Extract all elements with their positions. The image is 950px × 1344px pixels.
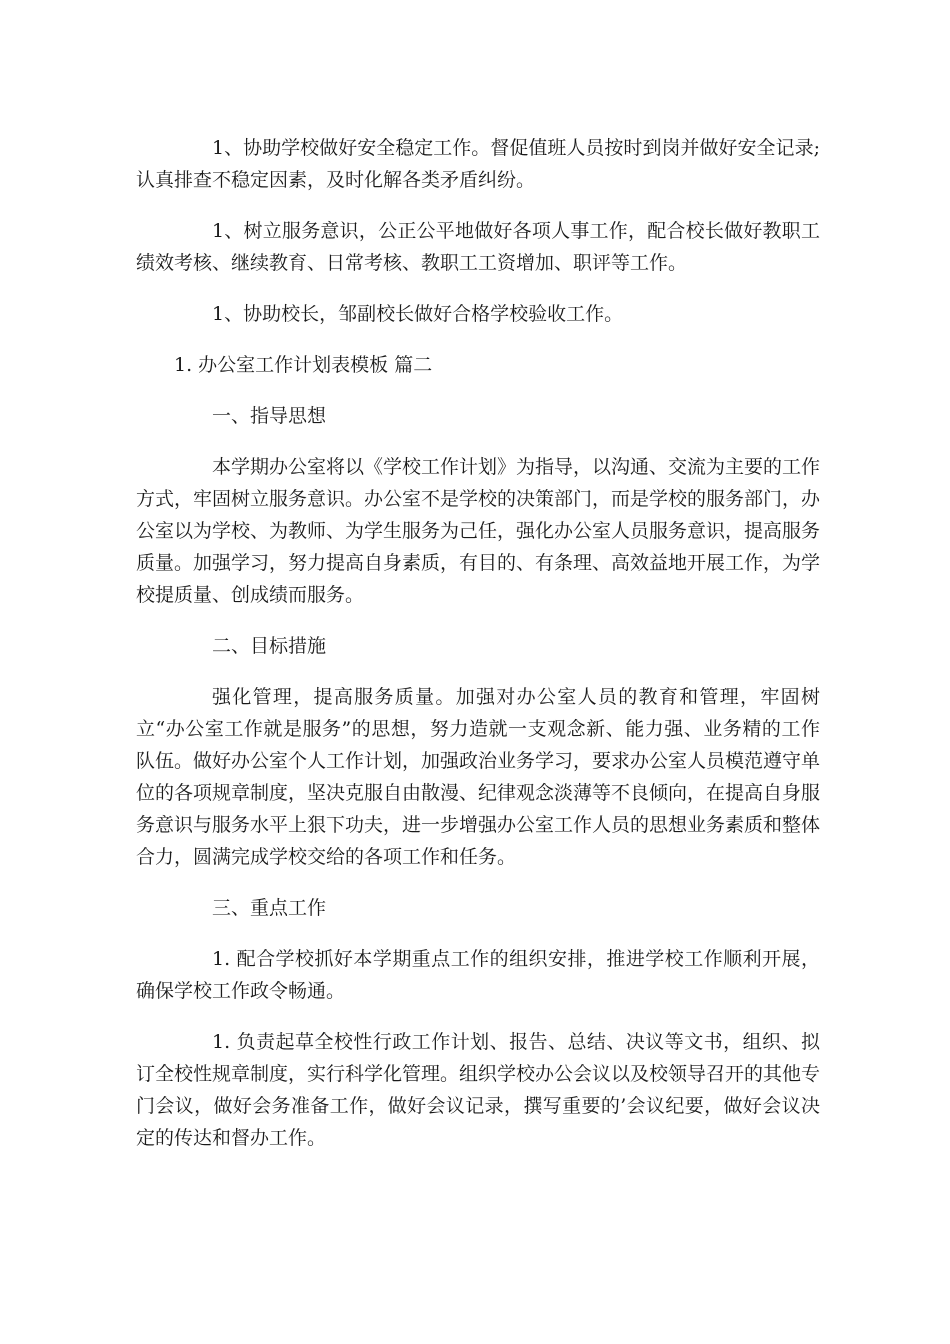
paragraph-acceptance: 1、协助校长，邹副校长做好合格学校验收工作。 xyxy=(212,303,624,325)
paragraph-gap xyxy=(136,279,820,298)
heading-goal-measures: 二、目标措施 xyxy=(212,635,327,657)
heading-key-work: 三、重点工作 xyxy=(212,897,327,919)
heading-guiding-ideology: 一、指导思想 xyxy=(212,405,327,427)
paragraph-gap xyxy=(136,432,820,451)
paragraph-gap xyxy=(136,196,820,215)
paragraph-key-work-2: 1. 负责起草全校性行政工作计划、报告、总结、决议等文书，组织、拟订全校性规章制度，实行科学化管理。组织学校办公会议以及校领导召开的其他专门会议，做好会务准备工作，做好会议记录，撰写重要的’会议纪要，做好会议决定的传达和督办工作。 xyxy=(136,1031,821,1149)
paragraph-gap xyxy=(136,330,820,349)
paragraph-gap xyxy=(136,873,820,892)
paragraph-safety: 1、协助学校做好安全稳定工作。督促值班人员按时到岗并做好安全记录;认真排查不稳定因素，及时化解各类矛盾纠纷。 xyxy=(136,137,820,191)
paragraph-gap xyxy=(136,924,820,943)
paragraph-guiding-ideology: 本学期办公室将以《学校工作计划》为指导，以沟通、交流为主要的工作方式，牢固树立服务意识。办公室不是学校的决策部门，而是学校的服务部门，办公室以为学校、为教师、为学生服务为己任，强化办公室人员服务意识，提高服务质量。加强学习，努力提高自身素质，有目的、有条理、高效益地开展工作，为学校提质量、创成绩而服务。 xyxy=(136,456,821,606)
paragraph-key-work-1: 1. 配合学校抓好本学期重点工作的组织安排，推进学校工作顺利开展，确保学校工作政令畅通。 xyxy=(136,948,820,1002)
paragraph-gap xyxy=(136,611,820,630)
paragraph-personnel: 1、树立服务意识，公正公平地做好各项人事工作，配合校长做好教职工绩效考核、继续教育、日常考核、教职工工资增加、职评等工作。 xyxy=(136,220,820,274)
paragraph-gap xyxy=(136,662,820,681)
paragraph-gap xyxy=(136,1007,820,1026)
paragraph-goal-measures: 强化管理，提高服务质量。加强对办公室人员的教育和管理，牢固树立“办公室工作就是服务”的思想，努力造就一支观念新、能力强、业务精的工作队伍。做好办公室个人工作计划，加强政治业务学习，要求办公室人员模范遵守单位的各项规章制度，坚决克服自由散漫、纪律观念淡薄等不良倾向，在提高自身服务意识与服务水平上狠下功夫，进一步增强办公室工作人员的思想业务素质和整体合力，圆满完成学校交给的各项工作和任务。 xyxy=(136,686,821,868)
paragraph-gap xyxy=(136,381,820,400)
section-title: 1. 办公室工作计划表模板 篇二 xyxy=(174,354,433,376)
document-page xyxy=(136,132,820,1154)
